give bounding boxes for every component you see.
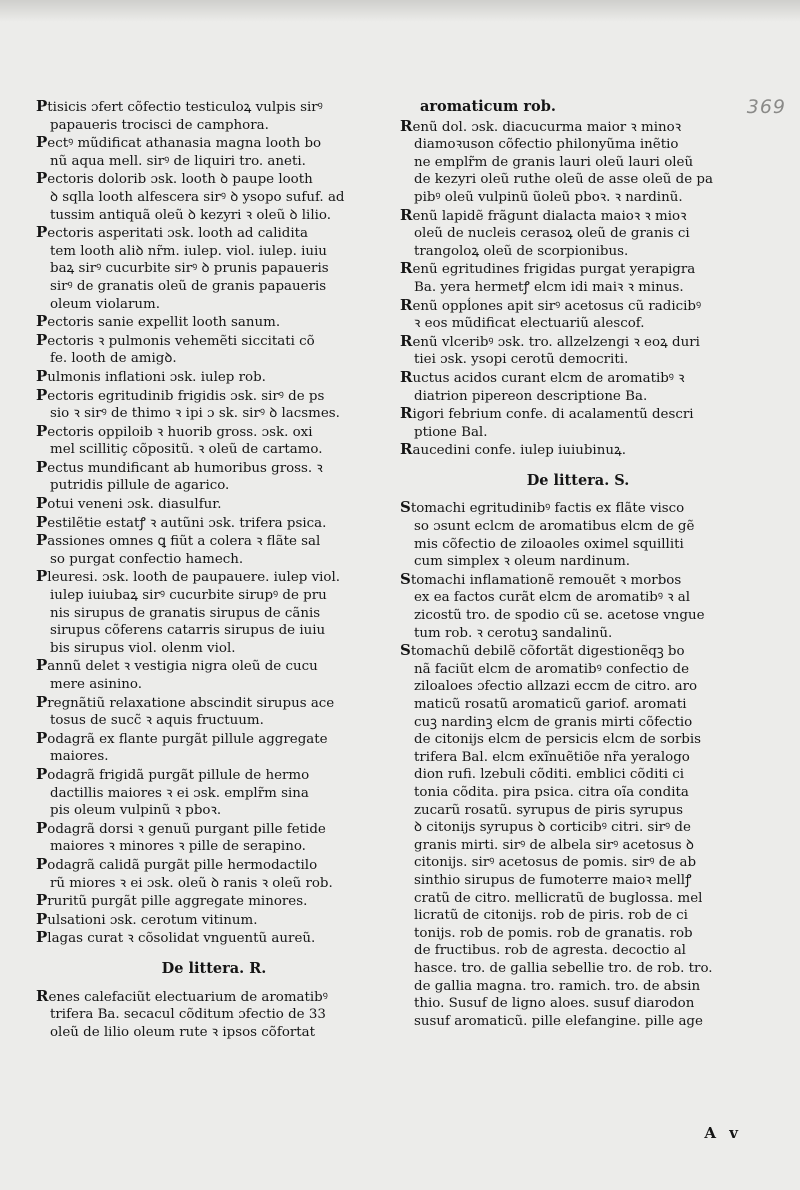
text-line: Renũ oppĺones apit sirꝰ acetosus cũ radicibꝰ: [400, 296, 702, 314]
text-line: ꝺ sqlla looth alfescera sirꝰ ꝺ ysopo sufuf. ad: [50, 189, 345, 205]
text-line: Potui veneni ɔsk. diasulfur.: [36, 495, 222, 513]
text-line: Renũ lapidẽ frãgunt dialacta maioꝛ ꝛ mioꝛ: [400, 206, 687, 224]
text-line: Pectoris egritudinib frigidis ɔsk. sirꝰ de ps: [36, 386, 325, 404]
text-line: sio ꝛ sirꝰ de thimo ꝛ ipi ɔ sk. sirꝰ ꝺ lacsmes.: [50, 406, 340, 422]
text-line: de citonijs elcm de persicis elcm de sorbis: [414, 732, 702, 748]
text-line: pibꝰ oleũ vulpinũ ũoleũ pboꝛ. ꝛ nardinũ.: [414, 189, 683, 205]
text-line: ꝺ citonijs syrupus ꝺ corticibꝰ citri. sirꝰ de: [414, 820, 691, 836]
text-line: zucarũ rosatũ. syrupus de piris syrupus: [414, 802, 684, 818]
text-line: trifera Bal. elcm exĩnuẽtiõe nr̃a yeralogo: [414, 749, 690, 765]
text-entry: [36, 170, 392, 224]
text-entry: [36, 224, 392, 313]
text-line: Podagrã calidã purgãt pille hermodactilo: [36, 855, 318, 873]
text-entry: [400, 260, 756, 296]
text-line: tonijs. rob de pomis. rob de granatis. rob: [414, 925, 693, 941]
text-line: maiores ꝛ minores ꝛ pille de serapino.: [50, 839, 306, 855]
text-entry: [400, 118, 756, 207]
text-line: maticũ rosatũ aromaticũ gariof. aromati: [414, 697, 687, 712]
heading-letter-r: De littera. R.: [161, 959, 267, 977]
text-line: Stomachi egritudinibꝰ factis ex flãte visco: [400, 499, 685, 517]
text-line: bis sirupus viol. olenm viol.: [50, 640, 236, 656]
text-entry: [400, 297, 756, 333]
text-line: nũ aqua mell. sirꝰ de liquiri tro. aneti.: [50, 153, 306, 169]
text-line: Renes calefaciũt electuarium de aromatibꝰ: [36, 987, 328, 1005]
text-entry: [400, 333, 756, 369]
text-line: Pectoris asperitati ɔsk. looth ad calidita: [36, 224, 309, 242]
text-entry: [36, 514, 392, 533]
text-line: sinthio sirupus de fumoterre maioꝛ mellꝭ: [414, 872, 692, 888]
text-entry: [400, 642, 756, 1030]
text-entry: [36, 694, 392, 730]
text-line: iulep iuiubaꝝ sirꝰ cucurbite sirupꝰ de pru: [50, 588, 327, 604]
text-line: Passiones omnes ꝗ fiũt a colera ꝛ flãte sal: [36, 532, 321, 550]
text-line: ex ea factos curãt elcm de aromatibꝰ ꝛ al: [414, 590, 691, 606]
text-entry: [36, 495, 392, 514]
text-entry: [36, 911, 392, 930]
text-line: Pregnãtiũ relaxatione abscindit sirupus ace: [36, 693, 335, 711]
text-line: tiei ɔsk. ysopi cerotũ democriti.: [414, 352, 629, 368]
text-entry: [400, 405, 756, 441]
text-line: Pectoris ꝛ pulmonis vehemẽti siccitati cõ: [36, 331, 315, 349]
text-line: so purgat confectio hamech.: [50, 551, 244, 567]
text-entry: [36, 820, 392, 856]
text-line: sirꝰ de granatis oleũ de granis papaueris: [50, 278, 327, 294]
text-line: Pectoris oppiloib ꝛ huorib gross. ɔsk. oxi: [36, 422, 313, 440]
page-top-edge: [0, 0, 800, 22]
text-entry: [400, 441, 756, 460]
text-entry: [36, 98, 392, 134]
text-line: Plagas curat ꝛ cõsolidat vnguentũ aureũ.: [36, 929, 316, 947]
text-entry: [36, 134, 392, 170]
text-line: so ɔsunt eclcm de aromatibus elcm de gẽ: [414, 519, 695, 535]
text-line: maiores.: [50, 749, 109, 765]
text-line: Podagrã ex flante purgãt pillule aggregate: [36, 729, 328, 747]
text-line: ptione Bal.: [414, 424, 488, 440]
text-line: Pleuresi. ɔsk. looth de paupauere. iulep viol.: [36, 568, 341, 586]
text-line: Ba. yera hermetꝭ elcm idi maiꝛ ꝛ minus.: [414, 279, 684, 295]
text-line: Podagrã dorsi ꝛ genuũ purgant pille fetide: [36, 819, 326, 837]
text-line: de fructibus. rob de agresta. decoctio al: [414, 943, 686, 959]
right-column: [400, 98, 756, 1030]
text-line: trifera Ba. secacul cõditum ɔfectio de 33: [50, 1007, 326, 1023]
text-line: diatrion pipereon descriptione Ba.: [414, 388, 648, 404]
left-column: [36, 98, 392, 1041]
text-line: diamoꝛuson cõfectio philonyũma inẽtio: [414, 137, 679, 153]
signature-mark: A v: [704, 1124, 742, 1142]
text-line: fe. looth de amigꝺ.: [50, 351, 177, 367]
text-line: tonia cõdita. pira psica. citra oĩa condita: [414, 784, 689, 800]
text-line: pis oleum vulpinũ ꝛ pboꝛ.: [50, 803, 222, 819]
heading-letter-s: De littera. S.: [526, 471, 630, 489]
text-line: Pulsationi ɔsk. cerotum vitinum.: [36, 910, 258, 928]
text-line: baꝝ sirꝰ cucurbite sirꝰ ꝺ prunis papaueris: [50, 261, 329, 277]
text-line: hasce. tro. de gallia sebellie tro. de rob. tro.: [414, 960, 713, 976]
text-line: granis mirti. sirꝰ de albela sirꝰ acetosus ꝺ: [414, 837, 694, 853]
text-line: trangoloꝝ oleũ de scorpionibus.: [414, 243, 629, 259]
text-entry: [36, 929, 392, 948]
text-line: Pruritũ purgãt pille aggregate minores.: [36, 892, 308, 910]
text-line: oleũ de lilio oleum rute ꝛ ipsos cõfortat: [50, 1024, 316, 1040]
text-line: nis sirupus de granatis sirupus de cãnis: [50, 605, 321, 621]
text-line: Pectus mundificant ab humoribus gross. ꝛ: [36, 458, 323, 476]
text-line: sirupus cõferens catarris sirupus de iuiu: [50, 623, 326, 639]
text-line: Pectoris dolorib ɔsk. looth ꝺ paupe looth: [36, 170, 313, 188]
text-entry: [36, 532, 392, 568]
text-entry: [36, 892, 392, 911]
text-entry: [36, 568, 392, 657]
text-line: oleum violarum.: [50, 296, 161, 312]
text-line: Renũ vlceribꝰ ɔsk. tro. allzelzengi ꝛ eoꝝ duri: [400, 332, 700, 350]
text-line: putridis pillule de agarico.: [50, 478, 230, 494]
text-entry: [36, 766, 392, 820]
text-line: rũ miores ꝛ ei ɔsk. oleũ ꝺ ranis ꝛ oleũ rob.: [50, 875, 333, 891]
text-line: licratũ de citonijs. rob de piris. rob de ci: [414, 908, 688, 924]
text-line: Podagrã frigidã purgãt pillule de hermo: [36, 765, 310, 783]
text-entry: [36, 730, 392, 766]
text-entry: [400, 369, 756, 405]
continuation-line: aromaticum rob.: [420, 98, 556, 115]
text-line: nã faciũt elcm de aromatibꝰ confectio de: [414, 661, 690, 677]
text-line: Rigori febrium confe. di acalamentũ descri: [400, 405, 694, 423]
text-entry: [36, 423, 392, 459]
text-line: ne emplr̃m de granis lauri oleũ lauri oleũ: [414, 154, 694, 170]
text-line: ꝛ eos mũdificat electuariũ alescof.: [414, 316, 645, 332]
text-line: cuꝫ nardinꝫ elcm de granis mirti cõfectio: [414, 714, 693, 730]
text-line: Ructus acidos curant elcm de aromatibꝰ ꝛ: [400, 368, 685, 386]
text-line: Stomachi inflamationẽ remouẽt ꝛ morbos: [400, 570, 682, 588]
text-line: Raucedini confe. iulep iuiubinuꝝ.: [400, 441, 626, 459]
text-line: mis cõfectio de ziloaoles oximel squilliti: [414, 536, 684, 552]
text-line: Ptisicis ɔfert cõfectio testiculoꝝ vulpis sirꝰ: [36, 98, 323, 115]
text-entry: [36, 387, 392, 423]
left-entries: [36, 98, 392, 948]
text-entry: [36, 856, 392, 892]
text-line: dactillis maiores ꝛ ei ɔsk. emplr̃m sina: [50, 785, 309, 801]
right-entries: [400, 118, 756, 460]
text-line: Pectoris sanie expellit looth sanum.: [36, 313, 281, 331]
text-entry: [36, 332, 392, 368]
text-line: thio. Susuf de ligno aloes. susuf diarodon: [414, 996, 695, 1012]
text-entry: [36, 459, 392, 495]
text-line: zicostũ tro. de spodio cũ se. acetose vngue: [414, 608, 705, 624]
right-entries-s: [400, 499, 756, 1030]
text-entry: [36, 368, 392, 387]
text-line: susuf aromaticũ. pille elefangine. pille age: [414, 1013, 703, 1029]
text-line: mere asinino.: [50, 677, 142, 692]
text-entry: [400, 571, 756, 642]
text-line: mel scillitiç cõpositũ. ꝛ oleũ de cartamo.: [50, 442, 323, 458]
text-entry: [36, 657, 392, 693]
text-line: tosus de succ̃ ꝛ aquis fructuum.: [50, 713, 264, 729]
text-line: Renũ egritudines frigidas purgat yerapigra: [400, 260, 696, 278]
text-line: papaueris trocisci de camphora.: [50, 117, 269, 133]
left-entries-r: [36, 988, 392, 1042]
text-entry: [36, 313, 392, 332]
text-line: Stomachũ debilẽ cõfortãt digestionẽqꝫ bo: [400, 642, 685, 660]
text-line: dion rufi. lzebuli cõditi. emblici cõditi ci: [414, 767, 685, 783]
text-line: tussim antiquã oleũ ꝺ kezyri ꝛ oleũ ꝺ lilio.: [50, 207, 331, 223]
text-line: Renũ dol. ɔsk. diacucurma maior ꝛ minoꝛ: [400, 117, 682, 135]
text-line: Pulmonis inflationi ɔsk. iulep rob.: [36, 367, 266, 385]
text-line: Pannũ delet ꝛ vestigia nigra oleũ de cucu: [36, 657, 318, 675]
text-line: cratũ de citro. mellicratũ de buglossa. mel: [414, 890, 703, 906]
text-entry: [400, 207, 756, 261]
folio-number: 369: [746, 96, 786, 118]
text-entry: [400, 499, 756, 570]
text-line: Pestilẽtie estatꝭ ꝛ autũni ɔsk. trifera psica.: [36, 513, 327, 531]
text-entry: [36, 988, 392, 1042]
text-line: de kezyri oleũ ruthe oleũ de asse oleũ de pa: [414, 172, 713, 188]
text-line: tem looth aliꝺ nr̃m. iulep. viol. iulep. iuiu: [50, 243, 327, 259]
text-line: Pectꝰ mũdificat athanasia magna looth bo: [36, 134, 322, 152]
text-line: cum simplex ꝛ oleum nardinum.: [414, 554, 631, 570]
text-line: citonijs. sirꝰ acetosus de pomis. sirꝰ de ab: [414, 855, 697, 871]
text-line: de gallia magna. tro. ramich. tro. de absin: [414, 978, 701, 994]
text-line: tum rob. ꝛ cerotuꝫ sandalinũ.: [414, 625, 613, 641]
text-line: ziloaloes ɔfectio allzazi eccm de citro. aro: [414, 679, 698, 695]
text-line: oleũ de nucleis cerasoꝝ oleũ de granis ci: [414, 226, 690, 242]
